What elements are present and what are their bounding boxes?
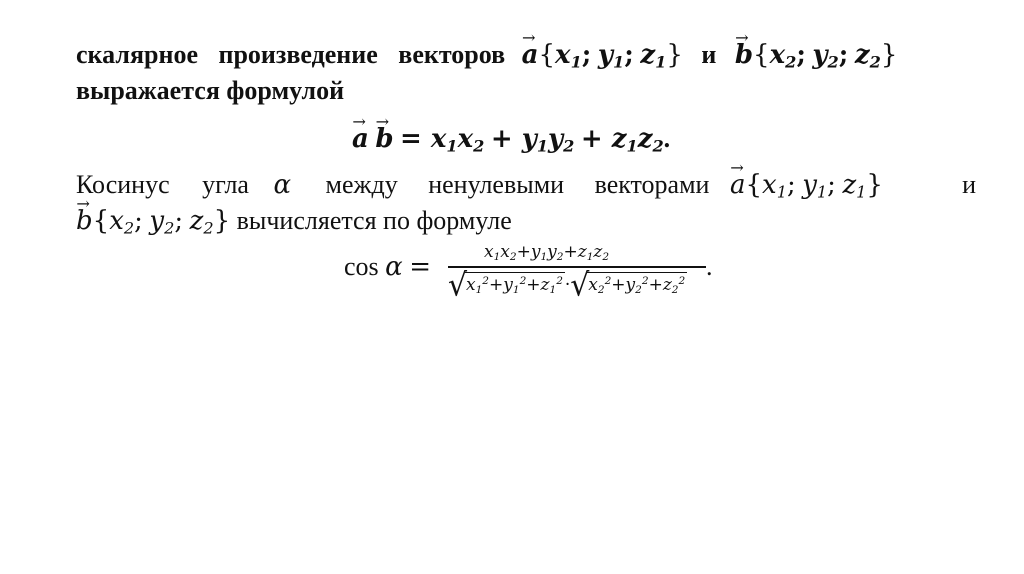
word-vektorami: векторами — [594, 170, 710, 199]
text-line-3 — [76, 170, 976, 200]
cos-formula-lhs: cos α = — [344, 252, 432, 282]
vector-b-coords-2: → $b\{x_2$; $y_2$; $z_2$} — [76, 206, 237, 235]
fraction-denominator: √ $x_1^2+y_1^2+z_1^2$ · √ $x_2^2+y_2^2+z_2^2$ — [448, 267, 686, 304]
vector-a-coords-2: → $a\{x_1$; $y_1$; $z_1$} — [730, 170, 883, 199]
line1-words: скалярное произведение векторов — [76, 40, 506, 69]
text-line-4 — [76, 206, 512, 236]
cos-word: cos — [344, 252, 379, 281]
cos-fraction — [448, 242, 710, 322]
word-ugla: угла — [202, 170, 249, 199]
fraction-numerator: $x_1x_2+y_1y_2+z_1z_2$ — [484, 242, 610, 263]
cos-formula-period: . — [706, 252, 713, 281]
word-mezhdu: между — [325, 170, 398, 199]
text-line-2: выражается формулой — [76, 76, 345, 105]
vector-a-coords: → $a\{x_1$; $y_1$; $z_1$} — [522, 40, 690, 69]
alpha-symbol: α — [273, 170, 292, 200]
dot-product-formula: → $a \to b = x_1x_2 + y_1y_2 + z_1z_2$. — [352, 124, 670, 154]
tail-text: вычисляется по формуле — [236, 206, 512, 235]
formula1-period: . — [663, 124, 671, 153]
sqrt-a: √ $x_1^2+y_1^2+z_1^2$ — [448, 267, 563, 304]
sqrt-b: √ $x_2^2+y_2^2+z_2^2$ — [570, 267, 686, 304]
word-i: и — [962, 170, 976, 199]
word-kosinus: Косинус — [76, 170, 170, 199]
and-word-1: и — [701, 40, 717, 69]
vector-b-coords: → $b\{x_2$; $y_2$; $z_2$} — [735, 40, 898, 69]
word-nenulevymi: ненулевыми — [428, 170, 565, 199]
text-line-1 — [76, 40, 897, 70]
